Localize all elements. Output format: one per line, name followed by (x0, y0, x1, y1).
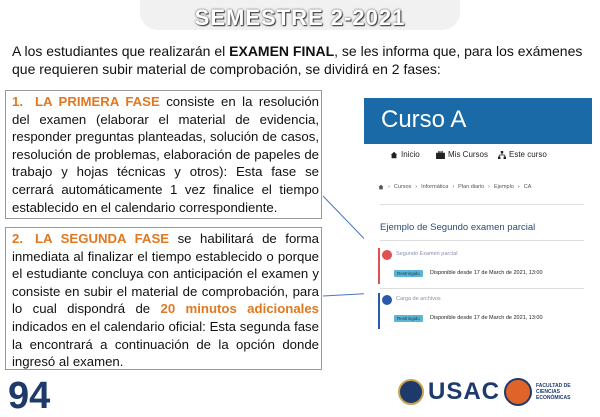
breadcrumb-item[interactable]: Informática (421, 184, 449, 190)
phase-1-number: 1. (12, 94, 23, 109)
faculty-name: FACULTAD DE CIENCIAS ECONÓMICAS (536, 383, 571, 401)
nav-this-course-label: Este curso (509, 150, 547, 159)
intro-bold: EXAMEN FINAL (229, 43, 335, 59)
nav-this-course[interactable] (498, 150, 547, 159)
quiz-icon (382, 250, 392, 260)
nav-home[interactable] (390, 150, 420, 159)
phase-2-text-before: se habilitará de forma inmediata al finalizar el tiempo establecido o porque el estudiante concluya con anticipación el examen y consiste en subir el material de comprobación, para lo cual dispondrá de (12, 231, 319, 317)
footer-number: 94 (8, 375, 51, 417)
activity-availability: Disponible desde 17 de March de 2021, 13:00 (430, 270, 543, 276)
nav-my-courses-label: Mis Cursos (448, 150, 489, 159)
activity-bar (378, 248, 380, 284)
phase-2-highlight-minutes: 20 minutos adicionales (160, 301, 320, 317)
activity-file-upload[interactable] (378, 293, 586, 329)
intro-text-1: A los estudiantes que realizarán el (12, 43, 230, 59)
footer-logos (398, 378, 586, 406)
breadcrumb: › Cursos › Informática › Plan diario › Ejemplo › CA (378, 184, 531, 190)
phase-1-title: LA PRIMERA FASE (35, 94, 160, 109)
activity-availability: Disponible desde 17 de March de 2021, 13:00 (430, 315, 543, 321)
home-icon (390, 151, 398, 159)
breadcrumb-item[interactable]: CA (523, 184, 532, 190)
course-nav (364, 144, 592, 166)
home-icon (378, 184, 384, 190)
faculty-seal-icon (504, 378, 532, 406)
activity-quiz[interactable] (378, 248, 586, 284)
divider (380, 204, 584, 205)
course-title: Curso A (381, 106, 467, 133)
intro-text-2: , se les informa que, para los exámenes que requieren subir material de comprobación, se dividirá en 2 fases: (12, 43, 583, 77)
divider (380, 240, 584, 241)
upload-icon (382, 295, 392, 305)
breadcrumb-item[interactable]: Ejemplo (494, 184, 514, 190)
phase-2-number: 2. (12, 231, 23, 246)
restricted-badge: Restringido (394, 315, 423, 322)
breadcrumb-item[interactable]: Cursos (393, 184, 412, 190)
university-seal-icon (398, 379, 424, 405)
course-header (364, 98, 592, 144)
usac-logo: USAC (428, 378, 501, 405)
briefcase-icon (436, 151, 445, 159)
restricted-badge: Restringido (394, 270, 423, 277)
course-screenshot-panel (364, 98, 592, 360)
divider (380, 288, 584, 289)
sitemap-icon (498, 151, 506, 159)
breadcrumb-item[interactable]: Plan diario (458, 184, 485, 190)
activity-name[interactable]: Segundo Examen parcial (396, 251, 458, 257)
activity-name[interactable]: Carga de archivos (396, 296, 441, 302)
section-title: Ejemplo de Segundo examen parcial (380, 222, 536, 233)
phase-1-text: consiste en la resolución del examen (elaborar el material de evidencia, responder preguntas planteadas, solución de casos, resolución de problemas, elaboración de papeles de trabajo y hojas técnicas y otros): Esta fase se cerrará automáticamente 1 vez finalice el tiempo establecido en el calendario correspondiente. (12, 94, 319, 215)
page-title: SEMESTRE 2-2021 (194, 5, 406, 30)
nav-my-courses[interactable] (436, 150, 488, 159)
phase-2-text-after: indicados en el calendario oficial: Esta segunda fase la encontrará a continuación de la opción donde ingresó al examen. (12, 318, 319, 370)
activity-bar (378, 293, 380, 329)
nav-home-label: Inicio (401, 150, 420, 159)
phase-2-title: LA SEGUNDA FASE (35, 231, 170, 246)
